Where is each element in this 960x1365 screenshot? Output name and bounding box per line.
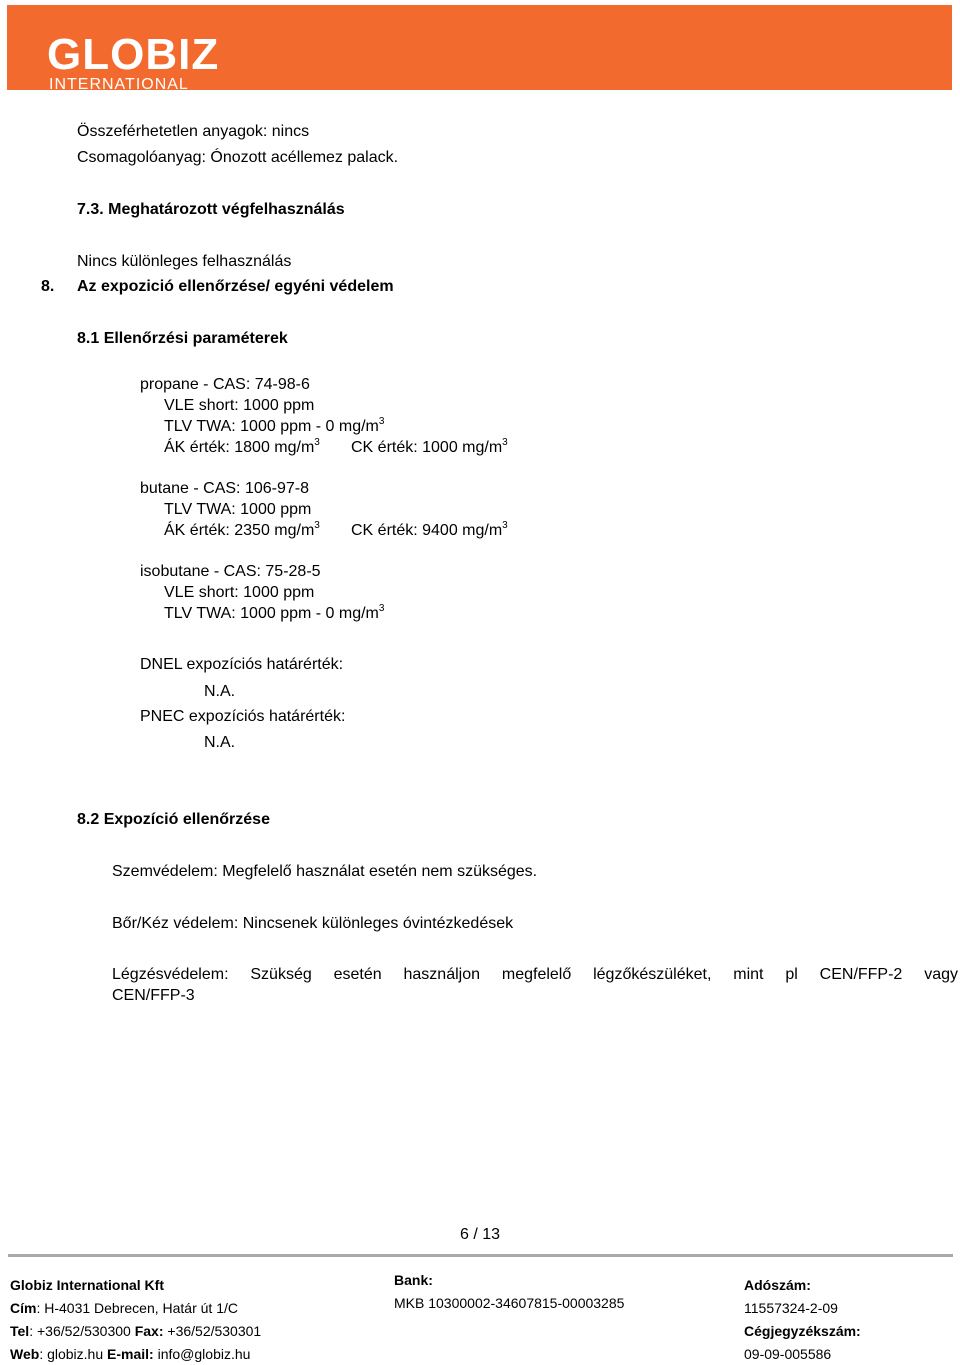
packaging-material: Csomagolóanyag: Ónozott acéllemez palack. <box>77 149 399 166</box>
butane-tlv: TLV TWA: 1000 ppm <box>164 501 312 518</box>
section-7-3-heading: 7.3. Meghatározott végfelhasználás <box>77 201 345 218</box>
section-8-1-heading: 8.1 Ellenőrzési paraméterek <box>77 330 288 347</box>
page-number: 6 / 13 <box>459 1226 501 1243</box>
footer-reg-value: 09-09-005586 <box>744 1346 832 1362</box>
footer-company: Globiz International Kft <box>10 1277 164 1293</box>
section-8-2-heading: 8.2 Expozíció ellenőrzése <box>77 811 270 828</box>
skin-protection: Bőr/Kéz védelem: Nincsenek különleges óvintézkedések <box>112 915 514 932</box>
footer-reg-label: Cégjegyzékszám: <box>744 1323 861 1339</box>
footer-bank-label: Bank: <box>394 1272 433 1288</box>
respiratory-protection-line2: CEN/FFP-3 <box>112 987 195 1004</box>
isobutane-title: isobutane - CAS: 75-28-5 <box>140 563 321 580</box>
logo-main-text: GLOBIZ <box>47 30 220 79</box>
butane-ak: ÁK érték: 2350 $mg/m^3$ <box>164 520 320 539</box>
propane-title: propane - CAS: 74-98-6 <box>140 376 310 393</box>
header-banner <box>7 5 952 93</box>
propane-ak: ÁK érték: 1800 $mg/m^3$ <box>164 437 320 456</box>
section-8-heading: Az expozició ellenőrzése/ egyéni védelem <box>77 278 394 295</box>
dnel-value: N.A. <box>204 683 236 700</box>
footer-tax-label: Adószám: <box>744 1277 811 1293</box>
pnec-value: N.A. <box>204 734 236 751</box>
incompatible-materials: Összeférhetetlen anyagok: nincs <box>77 123 310 140</box>
propane-ck: CK érték: 1000 $mg/m^3$ <box>351 437 508 456</box>
globiz-logo <box>47 30 220 93</box>
propane-vle: VLE short: 1000 ppm <box>164 397 315 414</box>
footer-tax-value: 11557324-2-09 <box>744 1300 838 1316</box>
footer-divider <box>8 1254 953 1257</box>
footer-bank-value: MKB 10300002-34607815-00003285 <box>394 1295 625 1311</box>
footer-web-email: Web: globiz.hu E-mail: info@globiz.hu <box>10 1346 251 1362</box>
pnec-label: PNEC expozíciós határérték: <box>140 708 346 725</box>
eye-protection: Szemvédelem: Megfelelő használat esetén nem szükséges. <box>112 863 538 880</box>
isobutane-vle: VLE short: 1000 ppm <box>164 584 315 601</box>
footer-address: Cím: H-4031 Debrecen, Határ út 1/C <box>10 1300 238 1316</box>
respiratory-protection-line1: Légzésvédelem: Szükség esetén használjon megfelelő légzőkészüléket, mint pl CEN/FFP-2 vagy <box>112 966 958 983</box>
butane-ck: CK érték: 9400 $mg/m^3$ <box>351 520 508 539</box>
section-7-3-text: Nincs különleges felhasználás <box>77 253 292 270</box>
footer-phone-fax: Tel: +36/52/530300 Fax: +36/52/530301 <box>10 1323 262 1339</box>
logo-sub-text: INTERNATIONAL <box>49 76 189 93</box>
isobutane-tlv: TLV TWA: 1000 ppm - 0 $mg/m^3$ <box>164 603 385 622</box>
section-8-number: 8. <box>41 278 55 295</box>
butane-title: butane - CAS: 106-97-8 <box>140 480 309 497</box>
propane-tlv: TLV TWA: 1000 ppm - 0 $mg/m^3$ <box>164 416 385 435</box>
dnel-label: DNEL expozíciós határérték: <box>140 656 344 673</box>
